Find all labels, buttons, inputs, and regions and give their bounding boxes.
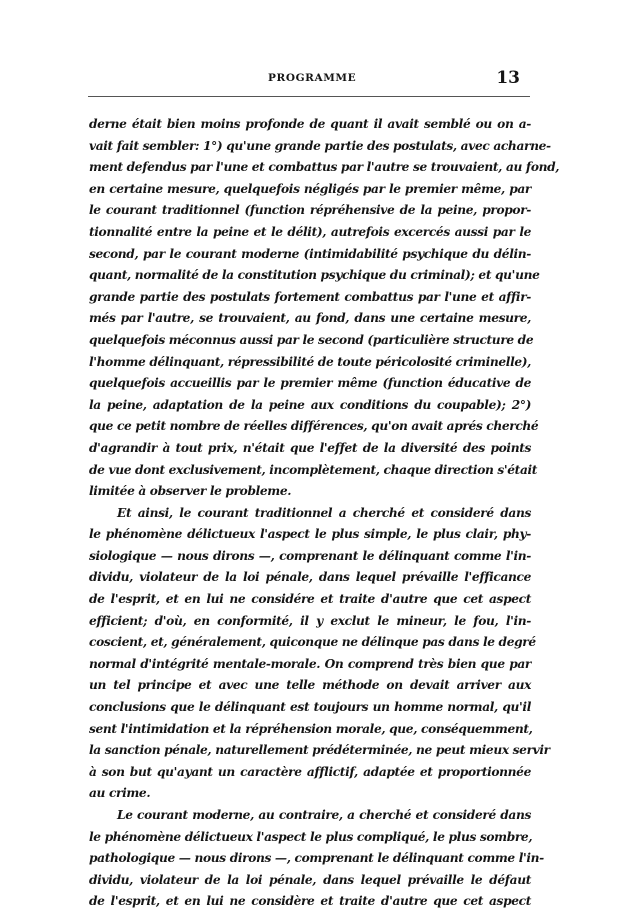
- text-line: de l'esprit, et en lui ne considére et traite d'autre que cet aspect: [89, 592, 531, 607]
- text-line: Et ainsi, le courant traditionnel a cherché et consideré dans: [117, 505, 531, 520]
- text-line: Le courant moderne, au contraire, a cherché et consideré dans: [117, 808, 531, 822]
- text-line: que ce petit nombre de réelles différences, qu'on avait aprés cherché: [89, 419, 539, 434]
- text-line: second, par le courant moderne (intimidabilité psychique du délin-: [89, 246, 531, 261]
- text-line: d'agrandir à tout prix, n'était que l'effet de la diversité des points: [89, 440, 531, 455]
- text-line: vait fait sembler: 1°) qu'une grande partie des postulats, avec acharne-: [89, 138, 551, 153]
- text-line: sent l'intimidation et la répréhension morale, que, conséquemment,: [89, 721, 533, 736]
- text-line: de l'esprit, et en lui ne considère et traite d'autre que cet aspect: [89, 894, 531, 909]
- text-line: més par l'autre, se trouvaient, au fond, dans une certaine mesure,: [89, 311, 531, 326]
- text-line: normal d'intégrité mentale-morale. On comprend très bien que par: [89, 656, 531, 671]
- text-line: dividu, violateur de la loi pénale, dans lequel prévaille le défaut: [89, 872, 531, 887]
- text-line: la peine, adaptation de la peine aux conditions du coupable); 2°): [89, 397, 531, 412]
- body-text: [89, 114, 560, 913]
- paragraph: [89, 805, 544, 913]
- text-line: pathologique — nous dirons —, comprenant le délinquant comme l'in-: [89, 851, 544, 866]
- text-line: efficient; d'où, en conformité, il y exclut le mineur, le fou, l'in-: [89, 613, 531, 628]
- text-line: la sanction pénale, naturellement prédéterminée, ne peut mieux servir: [89, 743, 550, 758]
- text-line: quant, normalité de la constitution psychique du criminal); et qu'une: [89, 268, 540, 283]
- text-line: conclusions que le délinquant est toujours un homme normal, qu'il: [89, 700, 531, 715]
- running-head-title: PROGRAMME: [268, 72, 357, 84]
- text-line: grande partie des postulats fortement combattus par l'une et affir-: [89, 289, 531, 304]
- text-line: au crime.: [89, 786, 151, 801]
- text-line: le phénomène délictueux l'aspect le plus simple, le plus clair, phy-: [89, 527, 531, 542]
- running-head: [88, 68, 528, 90]
- text-line: à son but qu'ayant un caractère afflictif, adaptée et proportionnée: [89, 764, 531, 779]
- text-line: en certaine mesure, quelquefois négligés par le premier même, par: [89, 181, 531, 196]
- text-line: siologique — nous dirons —, comprenant le délinquant comme l'in-: [89, 548, 531, 563]
- text-line: ment defendus par l'une et combattus par l'autre se trouvaient, au fond,: [89, 160, 560, 175]
- text-line: l'homme délinquant, répressibilité de toute péricolosité criminelle),: [89, 354, 532, 369]
- text-line: derne était bien moins profonde de quant il avait semblé ou on a-: [89, 117, 531, 131]
- text-line: tionnalité entre la peine et le délit), autrefois excercés aussi par le: [89, 224, 531, 239]
- paragraph: [89, 114, 560, 503]
- text-line: limitée à observer le probleme.: [89, 484, 292, 499]
- paragraph: [89, 503, 550, 805]
- header-rule: [88, 96, 530, 97]
- text-line: le courant traditionnel (function répréhensive de la peine, propor-: [89, 203, 531, 218]
- text-line: de vue dont exclusivement, incomplètement, chaque direction s'était: [89, 462, 538, 477]
- page-number: 13: [496, 68, 520, 88]
- text-line: quelquefois accueillis par le premier même (function éducative de: [89, 376, 531, 391]
- text-line: quelquefois méconnus aussi par le second (particulière structure de: [89, 332, 534, 347]
- text-line: un tel principe et avec une telle méthode on devait arriver aux: [89, 678, 531, 693]
- text-line: le phénomène délictueux l'aspect le plus compliqué, le plus sombre,: [89, 829, 533, 844]
- text-line: dividu, violateur de la loi pénale, dans lequel prévaille l'efficance: [89, 570, 531, 585]
- text-line: coscient, et, généralement, quiconque ne délinque pas dans le degré: [89, 635, 536, 650]
